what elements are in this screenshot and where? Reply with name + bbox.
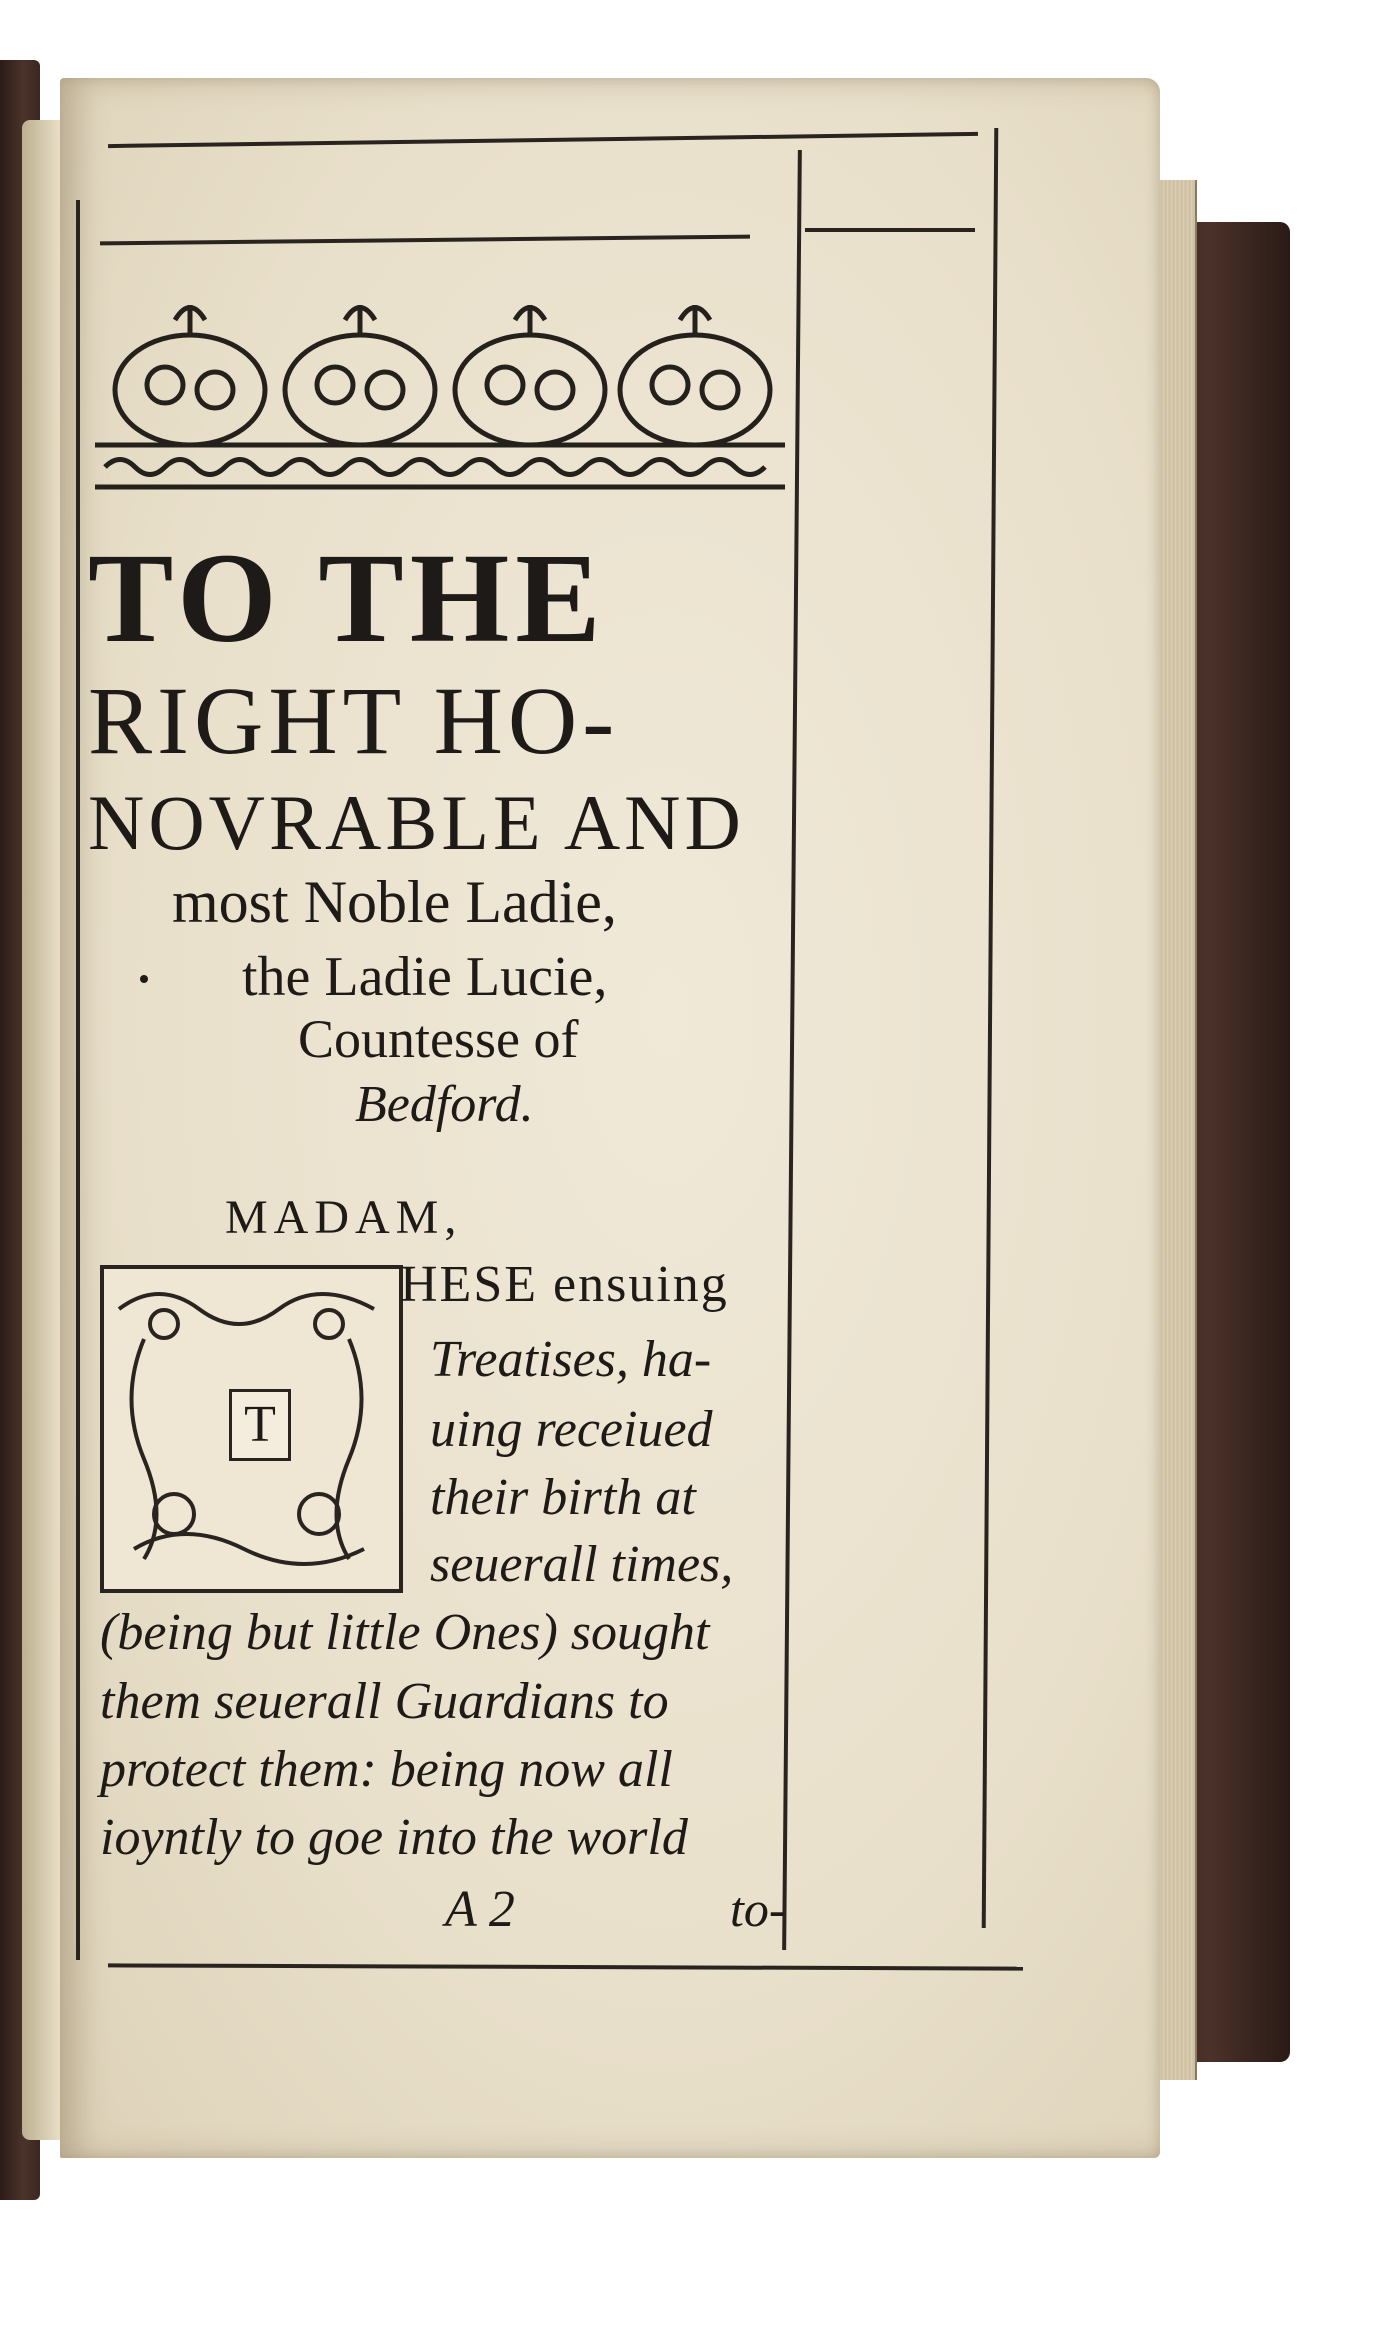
salutation: MADAM,: [225, 1191, 463, 1244]
body-line-3: uing receiued: [430, 1401, 713, 1458]
body-line-7: them seuerall Guardians to: [100, 1673, 669, 1730]
body-line-6: (being but little Ones) sought: [100, 1604, 710, 1661]
body-line-5: seuerall times,: [430, 1536, 734, 1593]
top-margin-rule: [805, 228, 975, 232]
catchword: to-: [730, 1881, 786, 1937]
body-line-8: protect them: being now all: [100, 1741, 673, 1798]
dedication-line-7: Bedford.: [355, 1076, 534, 1133]
floral-headpiece-ornament-icon: [95, 295, 785, 500]
stray-mark: [140, 975, 148, 983]
signature-mark: A 2: [445, 1881, 515, 1938]
dedication-line-4: most Noble Ladie,: [172, 869, 617, 935]
body-line-4: their birth at: [430, 1469, 696, 1526]
dedication-line-5: the Ladie Lucie,: [242, 946, 608, 1008]
body-line-9: ioyntly to goe into the world: [100, 1809, 688, 1866]
body-line-1: HESE ensuing: [400, 1256, 729, 1313]
dedication-line-6: Countesse of: [298, 1009, 579, 1069]
heading-line-3: NOVRABLE AND: [88, 779, 745, 866]
heading-line-2: RIGHT HO-: [88, 667, 620, 774]
body-line-2: Treatises, ha-: [430, 1331, 712, 1388]
heading-line-1: TO THE: [88, 527, 607, 669]
drop-cap-letter: T: [229, 1389, 291, 1461]
left-frame-rule: [76, 200, 80, 1960]
decorative-initial-frame-icon: [100, 1265, 403, 1593]
